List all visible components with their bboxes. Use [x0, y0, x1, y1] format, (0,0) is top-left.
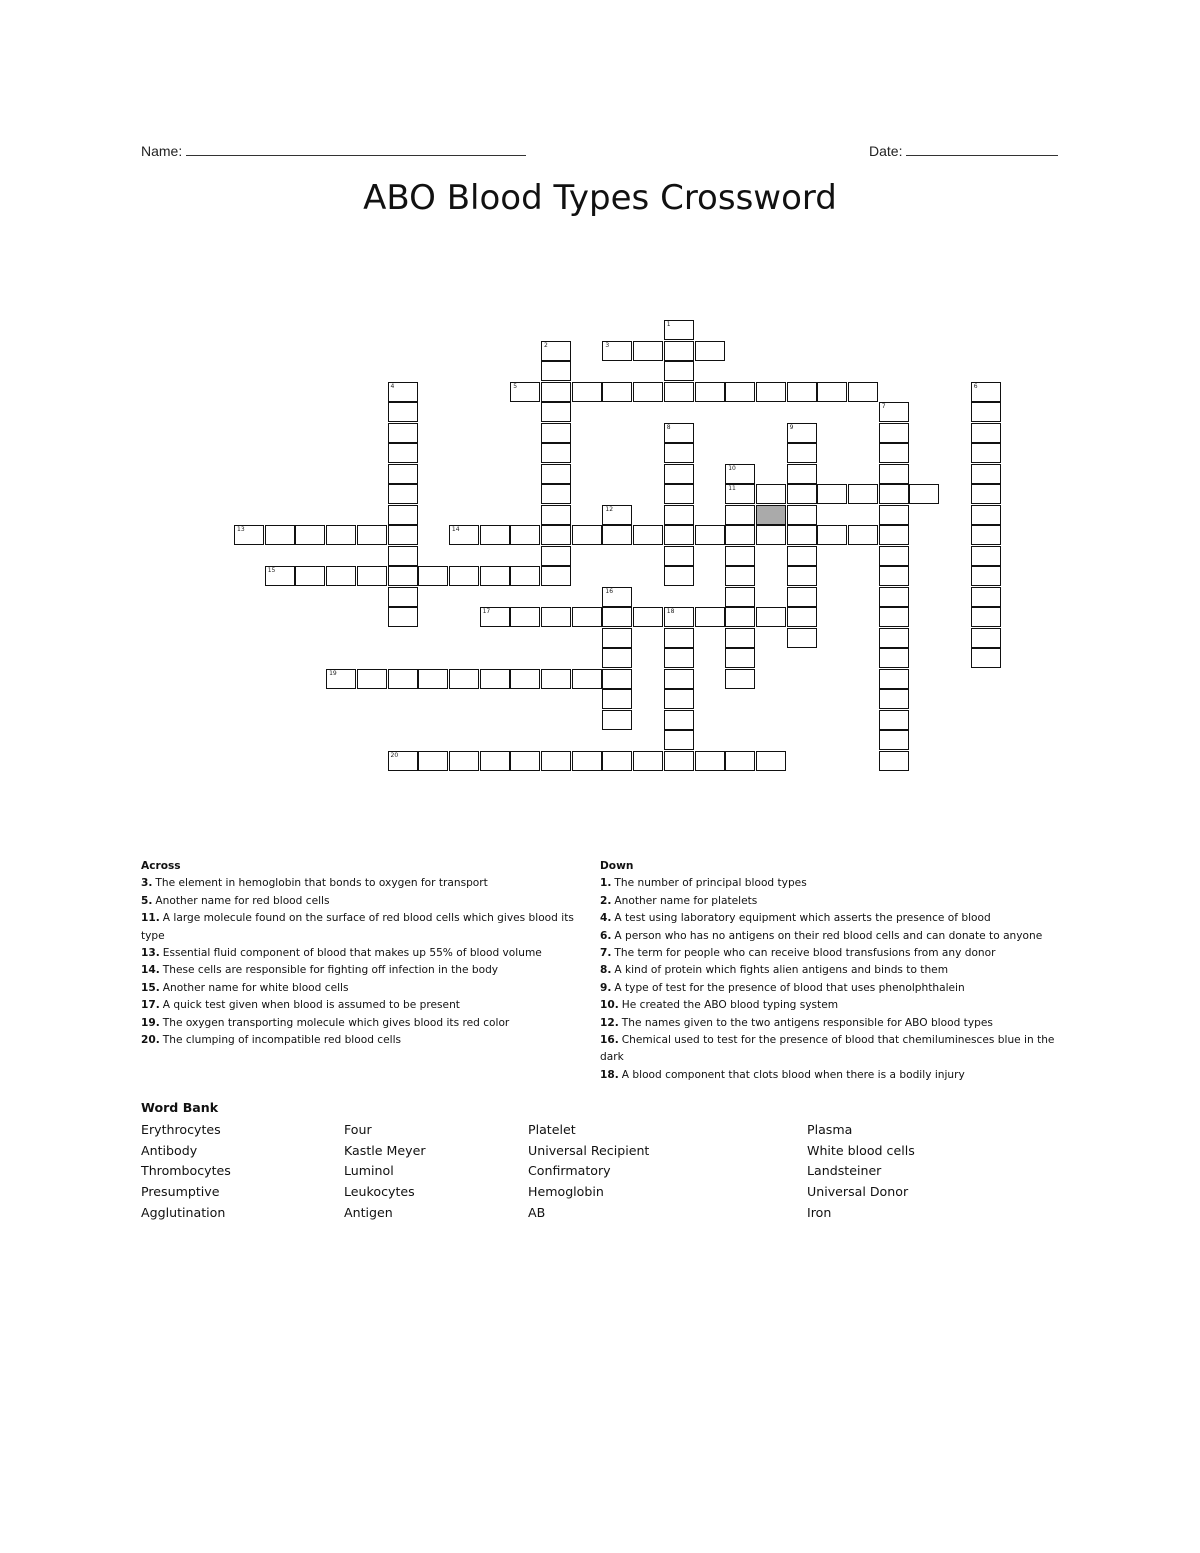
word-bank-column — [141, 1120, 231, 1224]
crossword-cell[interactable] — [971, 484, 1001, 504]
word-bank-word: Plasma — [807, 1122, 853, 1137]
clue-text: A large molecule found on the surface of red blood cells which gives blood its type — [141, 912, 574, 942]
clue-text: Another name for platelets — [614, 894, 758, 907]
crossword-cell-number: 14 — [451, 526, 460, 533]
across-clue — [141, 997, 593, 1014]
crossword-cell[interactable] — [879, 689, 909, 709]
clue-number: 8. — [600, 964, 612, 977]
clue-text: Essential fluid component of blood that makes up 55% of blood volume — [162, 947, 542, 960]
crossword-cell-number: 13 — [237, 526, 245, 533]
crossword-cell[interactable] — [633, 607, 663, 627]
crossword-cell[interactable] — [787, 505, 817, 525]
crossword-cell[interactable] — [787, 464, 817, 484]
down-clue — [600, 997, 1060, 1014]
word-bank — [141, 1099, 1061, 1220]
crossword-cell[interactable] — [326, 566, 356, 586]
crossword-cell[interactable] — [664, 648, 694, 668]
down-clue — [600, 1067, 1060, 1084]
word-bank-word: Agglutination — [141, 1204, 226, 1220]
crossword-cell-number: 6 — [973, 382, 978, 390]
crossword-cell[interactable] — [388, 484, 418, 504]
crossword-cell-number: 1 — [666, 321, 671, 328]
clue-text: Chemical used to test for the presence of blood that chemiluminesces blue in the dark — [600, 1034, 1055, 1064]
crossword-cell[interactable] — [602, 689, 632, 709]
crossword-cell[interactable] — [541, 484, 571, 504]
across-clue — [141, 1015, 593, 1032]
crossword-cell[interactable] — [388, 525, 418, 545]
crossword-cell[interactable] — [664, 525, 694, 545]
word-bank-word: Four — [344, 1122, 372, 1137]
crossword-cell[interactable] — [480, 669, 510, 689]
crossword-cell[interactable] — [725, 669, 755, 689]
crossword-cell[interactable] — [418, 566, 448, 586]
crossword-cell[interactable] — [756, 607, 786, 627]
clue-number: 13. — [141, 947, 160, 960]
word-bank-column — [344, 1120, 426, 1224]
down-clue — [600, 910, 1060, 927]
crossword-cell[interactable] — [664, 566, 694, 586]
crossword-cell-number: 11 — [728, 485, 736, 492]
crossword-cell[interactable] — [725, 648, 755, 668]
crossword-cell[interactable] — [695, 525, 725, 545]
crossword-cell[interactable] — [695, 382, 725, 402]
name-label: Name: — [141, 143, 183, 159]
crossword-cell[interactable] — [418, 751, 448, 771]
crossword-cell[interactable] — [971, 382, 1001, 402]
crossword-cell[interactable] — [971, 505, 1001, 525]
crossword-cell[interactable] — [787, 525, 817, 545]
crossword-cell-number: 17 — [482, 608, 491, 615]
clue-text: The clumping of incompatible red blood cells — [162, 1034, 402, 1047]
crossword-cell[interactable] — [664, 628, 694, 648]
crossword-cell[interactable] — [602, 341, 632, 361]
clue-number: 3. — [141, 877, 153, 890]
crossword-cell[interactable] — [664, 607, 694, 627]
crossword-cell[interactable] — [572, 669, 602, 689]
crossword-cell[interactable] — [234, 525, 264, 545]
crossword-cell[interactable] — [541, 341, 571, 361]
crossword-cell-number: 8 — [666, 423, 671, 431]
crossword-cell[interactable] — [725, 546, 755, 566]
crossword-cell[interactable] — [388, 443, 418, 463]
word-bank-word: Universal Donor — [807, 1184, 909, 1200]
crossword-cell[interactable] — [879, 628, 909, 648]
word-bank-word: AB — [528, 1204, 546, 1220]
crossword-cell[interactable] — [787, 587, 817, 607]
clue-text: The term for people who can receive blood transfusions from any donor — [614, 947, 996, 960]
crossword-cell[interactable] — [695, 341, 725, 361]
crossword-cell[interactable] — [787, 443, 817, 463]
crossword-cell[interactable] — [971, 402, 1001, 422]
crossword-cell[interactable] — [725, 505, 755, 525]
crossword-cell[interactable] — [664, 730, 694, 750]
clue-number: 19. — [141, 1016, 160, 1029]
crossword-cell[interactable] — [879, 402, 909, 422]
word-bank-word: Kastle Meyer — [344, 1142, 426, 1158]
crossword-cell[interactable] — [879, 587, 909, 607]
crossword-cell[interactable] — [787, 423, 817, 443]
crossword-cell[interactable] — [388, 402, 418, 422]
crossword-cell[interactable] — [633, 341, 663, 361]
clue-number: 11. — [141, 912, 160, 925]
crossword-cell[interactable] — [572, 607, 602, 627]
word-bank-word: Presumptive — [141, 1184, 220, 1200]
crossword-cell[interactable] — [725, 628, 755, 648]
crossword-cell[interactable] — [541, 505, 571, 525]
crossword-cell[interactable] — [756, 751, 786, 771]
crossword-cell[interactable] — [449, 751, 479, 771]
crossword-cell[interactable] — [664, 546, 694, 566]
clue-text: Another name for white blood cells — [162, 981, 349, 994]
down-clue — [600, 945, 1060, 962]
down-clues — [600, 858, 1060, 1084]
crossword-cell[interactable] — [848, 484, 878, 504]
word-bank-word: Confirmatory — [528, 1163, 611, 1179]
crossword-cell[interactable] — [480, 525, 510, 545]
crossword-cell-number: 12 — [605, 505, 614, 513]
crossword-cell[interactable] — [664, 710, 694, 730]
crossword-cell-number: 7 — [881, 403, 886, 410]
crossword-cell[interactable] — [664, 320, 694, 340]
crossword-cell-number: 15 — [267, 567, 276, 574]
crossword-cell[interactable] — [510, 607, 540, 627]
across-clue — [141, 962, 593, 979]
crossword-cell[interactable] — [909, 484, 939, 504]
word-bank-word: Iron — [807, 1204, 832, 1220]
date-label: Date: — [869, 143, 903, 159]
clue-text: Another name for red blood cells — [155, 894, 330, 907]
crossword-cell-number: 10 — [728, 464, 736, 472]
crossword-cell[interactable] — [971, 525, 1001, 545]
crossword-cell[interactable] — [602, 587, 632, 607]
crossword-cell[interactable] — [817, 525, 847, 545]
across-heading: Across — [141, 860, 181, 872]
crossword-cell-number: 18 — [666, 608, 675, 615]
across-clue — [141, 875, 593, 892]
clue-number: 16. — [600, 1034, 619, 1047]
across-clue — [141, 1032, 593, 1049]
crossword-cell[interactable] — [664, 361, 694, 381]
crossword-cell-number: 3 — [605, 341, 610, 349]
crossword-cell[interactable] — [817, 484, 847, 504]
crossword-cell[interactable] — [326, 669, 356, 689]
crossword-cell[interactable] — [295, 525, 325, 545]
crossword-cell-number: 2 — [544, 341, 548, 349]
clue-number: 2. — [600, 894, 612, 907]
crossword-cell[interactable] — [787, 546, 817, 566]
word-bank-word: Erythrocytes — [141, 1122, 221, 1137]
crossword-blocked-cell — [756, 505, 786, 525]
crossword-cell[interactable] — [664, 751, 694, 771]
down-heading: Down — [600, 860, 634, 872]
crossword-cell[interactable] — [879, 505, 909, 525]
down-clue — [600, 1032, 1060, 1067]
crossword-cell[interactable] — [572, 525, 602, 545]
crossword-cell[interactable] — [879, 607, 909, 627]
crossword-cell[interactable] — [541, 751, 571, 771]
crossword-cell[interactable] — [510, 669, 540, 689]
crossword-cell[interactable] — [787, 607, 817, 627]
crossword-cell[interactable] — [725, 484, 755, 504]
down-clue — [600, 893, 1060, 910]
crossword-cell[interactable] — [480, 607, 510, 627]
crossword-cell[interactable] — [756, 484, 786, 504]
clue-number: 1. — [600, 877, 612, 890]
crossword-cell[interactable] — [541, 443, 571, 463]
crossword-cell[interactable] — [664, 423, 694, 443]
clue-text: The number of principal blood types — [614, 877, 807, 890]
crossword-cell-number: 4 — [390, 382, 395, 390]
crossword-cell[interactable] — [449, 669, 479, 689]
crossword-cell[interactable] — [971, 464, 1001, 484]
clue-text: A blood component that clots blood when there is a bodily injury — [621, 1068, 965, 1081]
crossword-cell[interactable] — [541, 546, 571, 566]
crossword-cell-number: 20 — [390, 751, 399, 759]
crossword-cell[interactable] — [388, 464, 418, 484]
crossword-cell[interactable] — [787, 566, 817, 586]
crossword-cell[interactable] — [510, 751, 540, 771]
page-title: ABO Blood Types Crossword — [363, 178, 837, 218]
crossword-cell[interactable] — [787, 484, 817, 504]
word-bank-word: Hemoglobin — [528, 1184, 604, 1200]
clue-number: 14. — [141, 964, 160, 977]
word-bank-column — [528, 1120, 649, 1224]
word-bank-word: Landsteiner — [807, 1163, 882, 1179]
crossword-cell[interactable] — [879, 464, 909, 484]
crossword-cell[interactable] — [602, 525, 632, 545]
crossword-cell[interactable] — [971, 546, 1001, 566]
crossword-cell[interactable] — [602, 751, 632, 771]
crossword-cell[interactable] — [879, 710, 909, 730]
crossword-cell[interactable] — [879, 484, 909, 504]
crossword-cell[interactable] — [541, 361, 571, 381]
crossword-cell[interactable] — [449, 566, 479, 586]
crossword-cell[interactable] — [664, 689, 694, 709]
crossword-cell[interactable] — [664, 484, 694, 504]
word-bank-word: Universal Recipient — [528, 1142, 650, 1158]
clue-number: 18. — [600, 1068, 619, 1081]
crossword-cell[interactable] — [817, 382, 847, 402]
crossword-cell[interactable] — [418, 669, 448, 689]
clue-number: 15. — [141, 981, 160, 994]
crossword-cell[interactable] — [357, 525, 387, 545]
crossword-cell[interactable] — [879, 566, 909, 586]
crossword-cell[interactable] — [541, 566, 571, 586]
date-field[interactable] — [869, 142, 1058, 159]
crossword-cell[interactable] — [756, 525, 786, 545]
clue-text: A person who has no antigens on their red blood cells and can donate to anyone — [614, 929, 1043, 942]
clue-text: A test using laboratory equipment which asserts the presence of blood — [614, 912, 991, 925]
crossword-cell[interactable] — [602, 648, 632, 668]
down-clue-list — [600, 875, 1060, 1084]
crossword-cell[interactable] — [541, 402, 571, 422]
crossword-cell[interactable] — [541, 525, 571, 545]
crossword-cell[interactable] — [664, 341, 694, 361]
crossword-cell[interactable] — [879, 546, 909, 566]
crossword-cell[interactable] — [971, 423, 1001, 443]
crossword-cell[interactable] — [541, 669, 571, 689]
crossword-cell[interactable] — [725, 464, 755, 484]
word-bank-word: Thrombocytes — [141, 1163, 231, 1179]
crossword-cell[interactable] — [388, 546, 418, 566]
clue-text: A quick test given when blood is assumed to be present — [162, 999, 460, 1012]
crossword-cell[interactable] — [879, 648, 909, 668]
down-clue — [600, 928, 1060, 945]
crossword-cell[interactable] — [265, 525, 295, 545]
crossword-cell[interactable] — [633, 751, 663, 771]
clue-number: 20. — [141, 1034, 160, 1047]
clue-number: 4. — [600, 912, 612, 925]
crossword-cell[interactable] — [971, 648, 1001, 668]
crossword-cell[interactable] — [265, 566, 295, 586]
crossword-cell[interactable] — [787, 382, 817, 402]
crossword-cell[interactable] — [879, 525, 909, 545]
crossword-cell[interactable] — [848, 525, 878, 545]
clue-number: 17. — [141, 999, 160, 1012]
crossword-cell[interactable] — [480, 751, 510, 771]
word-bank-word: Antigen — [344, 1204, 393, 1220]
crossword-cell[interactable] — [879, 730, 909, 750]
across-clue — [141, 893, 593, 910]
word-bank-column — [807, 1120, 915, 1224]
word-bank-title: Word Bank — [141, 1100, 219, 1115]
across-clue — [141, 945, 593, 962]
crossword-cell[interactable] — [388, 505, 418, 525]
crossword-cell[interactable] — [572, 382, 602, 402]
crossword-cell[interactable] — [725, 566, 755, 586]
crossword-cell-number: 9 — [789, 423, 794, 431]
clue-text: The element in hemoglobin that bonds to oxygen for transport — [155, 877, 488, 890]
crossword-cell[interactable] — [602, 710, 632, 730]
crossword-cell[interactable] — [971, 607, 1001, 627]
crossword-cell[interactable] — [388, 607, 418, 627]
down-clue — [600, 980, 1060, 997]
clue-number: 10. — [600, 999, 619, 1012]
clue-number: 7. — [600, 947, 612, 960]
crossword-cell[interactable] — [357, 669, 387, 689]
crossword-cell[interactable] — [756, 382, 786, 402]
crossword-cell-number: 19 — [329, 669, 337, 677]
clue-number: 5. — [141, 894, 153, 907]
crossword-cell[interactable] — [787, 628, 817, 648]
clue-text: A kind of protein which fights alien antigens and binds to them — [614, 964, 949, 977]
crossword-cell[interactable] — [725, 525, 755, 545]
crossword-cell[interactable] — [602, 505, 632, 525]
crossword-cell[interactable] — [388, 751, 418, 771]
crossword-cell[interactable] — [449, 525, 479, 545]
crossword-cell[interactable] — [388, 423, 418, 443]
crossword-cell[interactable] — [602, 628, 632, 648]
crossword-cell[interactable] — [971, 566, 1001, 586]
crossword-cell[interactable] — [388, 566, 418, 586]
clue-number: 9. — [600, 981, 612, 994]
crossword-cell[interactable] — [695, 751, 725, 771]
word-bank-word: Luminol — [344, 1163, 394, 1179]
crossword-cell[interactable] — [971, 587, 1001, 607]
crossword-cell[interactable] — [879, 751, 909, 771]
clue-text: The oxygen transporting molecule which gives blood its red color — [162, 1016, 510, 1029]
crossword-cell[interactable] — [510, 566, 540, 586]
crossword-cell[interactable] — [879, 669, 909, 689]
crossword-cell[interactable] — [295, 566, 325, 586]
crossword-cell[interactable] — [357, 566, 387, 586]
word-bank-word: Antibody — [141, 1142, 198, 1158]
crossword-cell[interactable] — [664, 669, 694, 689]
clue-text: These cells are responsible for fighting off infection in the body — [162, 964, 499, 977]
crossword-cell[interactable] — [695, 607, 725, 627]
crossword-cell[interactable] — [879, 423, 909, 443]
clue-number: 6. — [600, 929, 612, 942]
crossword-cell[interactable] — [664, 464, 694, 484]
clue-text: The names given to the two antigens responsible for ABO blood types — [621, 1016, 993, 1029]
crossword-cell[interactable] — [541, 464, 571, 484]
word-bank-word: Leukocytes — [344, 1184, 415, 1200]
across-clue-list — [141, 875, 593, 1049]
crossword-cell[interactable] — [725, 587, 755, 607]
clue-number: 12. — [600, 1016, 619, 1029]
crossword-cell[interactable] — [388, 382, 418, 402]
crossword-cell[interactable] — [388, 587, 418, 607]
down-clue — [600, 1015, 1060, 1032]
across-clue — [141, 980, 593, 997]
crossword-cell[interactable] — [971, 443, 1001, 463]
crossword-cell[interactable] — [725, 751, 755, 771]
crossword-cell[interactable] — [602, 669, 632, 689]
crossword-cell[interactable] — [510, 525, 540, 545]
crossword-cell[interactable] — [633, 525, 663, 545]
crossword-cell-number: 16 — [605, 587, 614, 595]
crossword-cell[interactable] — [388, 669, 418, 689]
crossword-cell[interactable] — [510, 382, 540, 402]
crossword-cell[interactable] — [664, 443, 694, 463]
crossword-cell[interactable] — [664, 382, 694, 402]
crossword-cell-number: 5 — [513, 382, 518, 390]
crossword-cell[interactable] — [326, 525, 356, 545]
word-bank-word: Platelet — [528, 1122, 576, 1137]
clue-text: He created the ABO blood typing system — [621, 999, 839, 1012]
word-bank-word: White blood cells — [807, 1142, 915, 1158]
clue-text: A type of test for the presence of blood that uses phenolphthalein — [614, 981, 965, 994]
name-blank-line[interactable] — [186, 142, 526, 156]
crossword-cell[interactable] — [480, 566, 510, 586]
crossword-cell[interactable] — [971, 628, 1001, 648]
crossword-cell[interactable] — [879, 443, 909, 463]
crossword-cell[interactable] — [664, 505, 694, 525]
down-clue — [600, 875, 1060, 892]
crossword-cell[interactable] — [725, 607, 755, 627]
crossword-cell[interactable] — [633, 382, 663, 402]
crossword-cell[interactable] — [848, 382, 878, 402]
across-clues — [141, 858, 593, 1049]
crossword-cell[interactable] — [602, 607, 632, 627]
across-clue — [141, 910, 593, 945]
crossword-cell[interactable] — [541, 382, 571, 402]
date-blank-line[interactable] — [906, 142, 1058, 156]
down-clue — [600, 962, 1060, 979]
crossword-cell[interactable] — [572, 751, 602, 771]
crossword-cell[interactable] — [541, 423, 571, 443]
crossword-cell[interactable] — [541, 607, 571, 627]
crossword-cell[interactable] — [725, 382, 755, 402]
name-field[interactable] — [141, 142, 526, 159]
crossword-cell[interactable] — [602, 382, 632, 402]
